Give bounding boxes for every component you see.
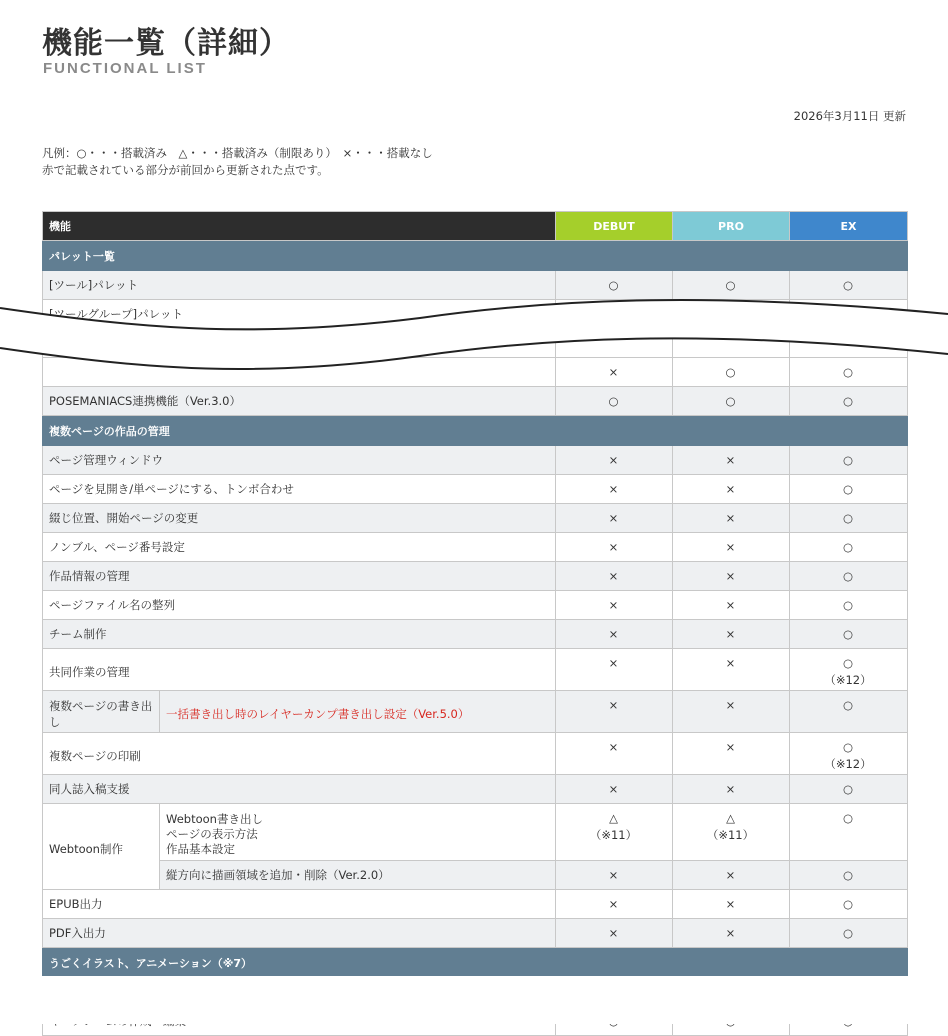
- row-label: PDF入出力: [43, 919, 556, 948]
- pro-mark: ○: [673, 387, 790, 416]
- pro-note: （※11）: [706, 828, 755, 842]
- ex-mark: ○: [790, 591, 908, 620]
- debut-mark: ×: [556, 475, 673, 504]
- table-row: [43, 890, 908, 919]
- pro-mark: ×: [673, 691, 790, 733]
- pro-mark: ×: [673, 890, 790, 919]
- section-title: 複数ページの作品の管理: [43, 416, 908, 446]
- ex-mark: [790, 733, 908, 775]
- row-label: 作品情報の管理: [43, 562, 556, 591]
- table-header: [43, 212, 908, 241]
- pro-mark: ×: [673, 861, 790, 890]
- table-row: [43, 733, 908, 775]
- row-label: 綴じ位置、開始ページの変更: [43, 504, 556, 533]
- row-label: POSEMANIACS連携機能（Ver.3.0）: [43, 387, 556, 416]
- row-label: [ツール]パレット: [43, 271, 556, 300]
- pro-mark: ×: [673, 533, 790, 562]
- row-label: [ツールグループ]パレット: [43, 300, 556, 329]
- debut-mark: ○: [556, 271, 673, 300]
- page-break-wave: [0, 290, 948, 380]
- pro-mark: ×: [673, 775, 790, 804]
- legend: [42, 145, 433, 179]
- debut-mark: ×: [556, 562, 673, 591]
- table-row: [43, 691, 908, 733]
- row-sublabel: 一括書き出し時のレイヤーカンプ書き出し設定（Ver.5.0）: [160, 691, 556, 733]
- debut-mark: ×: [556, 533, 673, 562]
- ex-mark: ○: [790, 691, 908, 733]
- debut-mark: ×: [556, 890, 673, 919]
- ex-mark: ○: [790, 620, 908, 649]
- ex-mark: ○: [790, 504, 908, 533]
- table-row: [43, 562, 908, 591]
- pro-mark: ×: [673, 562, 790, 591]
- pro-mark: ×: [673, 446, 790, 475]
- pro-mark-symbol: △: [726, 811, 735, 825]
- ex-note: （※12）: [824, 673, 872, 687]
- ex-mark: ○: [790, 890, 908, 919]
- ex-mark: ○: [790, 804, 908, 861]
- table-row: [43, 387, 908, 416]
- section-header: [43, 241, 908, 271]
- debut-mark: [556, 804, 673, 861]
- ex-mark: ○: [790, 861, 908, 890]
- header-feature: 機能: [43, 212, 556, 241]
- row-sublabel: [160, 804, 556, 861]
- row-label: 複数ページの印刷: [43, 733, 556, 775]
- row-label: 共同作業の管理: [43, 649, 556, 691]
- ex-mark: ○: [790, 387, 908, 416]
- debut-mark: ×: [556, 620, 673, 649]
- row-label: 同人誌入稿支援: [43, 775, 556, 804]
- row-label: ページを見開き/単ページにする、トンボ合わせ: [43, 475, 556, 504]
- ex-mark: ○: [790, 775, 908, 804]
- page-subtitle: FUNCTIONAL LIST: [43, 60, 207, 77]
- table-row: [43, 504, 908, 533]
- updated-date: 2026年3月11日 更新: [793, 109, 906, 123]
- pro-mark: ×: [673, 591, 790, 620]
- section-header: [43, 416, 908, 446]
- table-row: [43, 533, 908, 562]
- section-header: [43, 948, 908, 978]
- row-label: ページファイル名の整列: [43, 591, 556, 620]
- debut-note: （※11）: [589, 828, 638, 842]
- table-row: [43, 649, 908, 691]
- table-row: [43, 804, 908, 861]
- debut-mark: ×: [556, 775, 673, 804]
- ex-mark: ○: [790, 358, 908, 387]
- table-row: [43, 446, 908, 475]
- debut-mark: ×: [556, 733, 673, 775]
- table-row: [43, 591, 908, 620]
- debut-mark: ×: [556, 919, 673, 948]
- ex-mark: [790, 649, 908, 691]
- row-label: EPUB出力: [43, 890, 556, 919]
- row-sublabel: 縦方向に描画領域を追加・削除（Ver.2.0）: [160, 861, 556, 890]
- debut-mark: ○: [556, 387, 673, 416]
- ex-mark: ○: [790, 446, 908, 475]
- table-row: [43, 919, 908, 948]
- sublabel-line: Webtoon書き出し: [166, 812, 263, 826]
- table-row: [43, 475, 908, 504]
- page-title: 機能一覧（詳細）: [42, 26, 290, 61]
- header-pro: PRO: [673, 212, 790, 241]
- pro-mark: ×: [673, 733, 790, 775]
- header-ex: EX: [790, 212, 908, 241]
- ex-mark: ○: [790, 562, 908, 591]
- debut-mark: ×: [556, 591, 673, 620]
- header-debut: DEBUT: [556, 212, 673, 241]
- ex-mark-symbol: ○: [842, 740, 854, 754]
- pro-mark: [673, 804, 790, 861]
- sublabel-line: 作品基本設定: [166, 842, 235, 856]
- pro-mark: ×: [673, 649, 790, 691]
- section-title: パレット一覧: [43, 241, 908, 271]
- section-title: うごくイラスト、アニメーション（※7）: [43, 948, 908, 978]
- ex-mark-symbol: ○: [842, 656, 854, 670]
- pro-mark: ○: [673, 271, 790, 300]
- row-label: 複数ページの書き出し: [43, 691, 160, 733]
- pro-mark: ×: [673, 475, 790, 504]
- debut-mark: ×: [556, 358, 673, 387]
- table-row: [43, 620, 908, 649]
- debut-mark: ×: [556, 504, 673, 533]
- ex-mark: ○: [790, 533, 908, 562]
- row-label: ノンブル、ページ番号設定: [43, 533, 556, 562]
- legend-line-1: 凡例：○・・・搭載済み △・・・搭載済み（制限あり） ×・・・搭載なし: [42, 146, 433, 160]
- ex-mark: ○: [790, 475, 908, 504]
- ex-note: （※12）: [824, 757, 872, 771]
- sublabel-line: ページの表示方法: [166, 827, 258, 841]
- table-row: [43, 775, 908, 804]
- ex-mark: ○: [790, 271, 908, 300]
- row-label: ページ管理ウィンドウ: [43, 446, 556, 475]
- page-fade: [0, 976, 948, 1024]
- debut-mark: ×: [556, 446, 673, 475]
- ex-mark: ○: [790, 919, 908, 948]
- pro-mark: ×: [673, 919, 790, 948]
- debut-mark: ×: [556, 649, 673, 691]
- debut-mark-symbol: △: [609, 811, 618, 825]
- row-label: チーム制作: [43, 620, 556, 649]
- debut-mark: ×: [556, 691, 673, 733]
- debut-mark: ×: [556, 861, 673, 890]
- legend-line-2: 赤で記載されている部分が前回から更新された点です。: [42, 163, 329, 177]
- pro-mark: ○: [673, 358, 790, 387]
- pro-mark: ×: [673, 620, 790, 649]
- row-label: Webtoon制作: [43, 804, 160, 890]
- table-row: [43, 861, 908, 890]
- pro-mark: ×: [673, 504, 790, 533]
